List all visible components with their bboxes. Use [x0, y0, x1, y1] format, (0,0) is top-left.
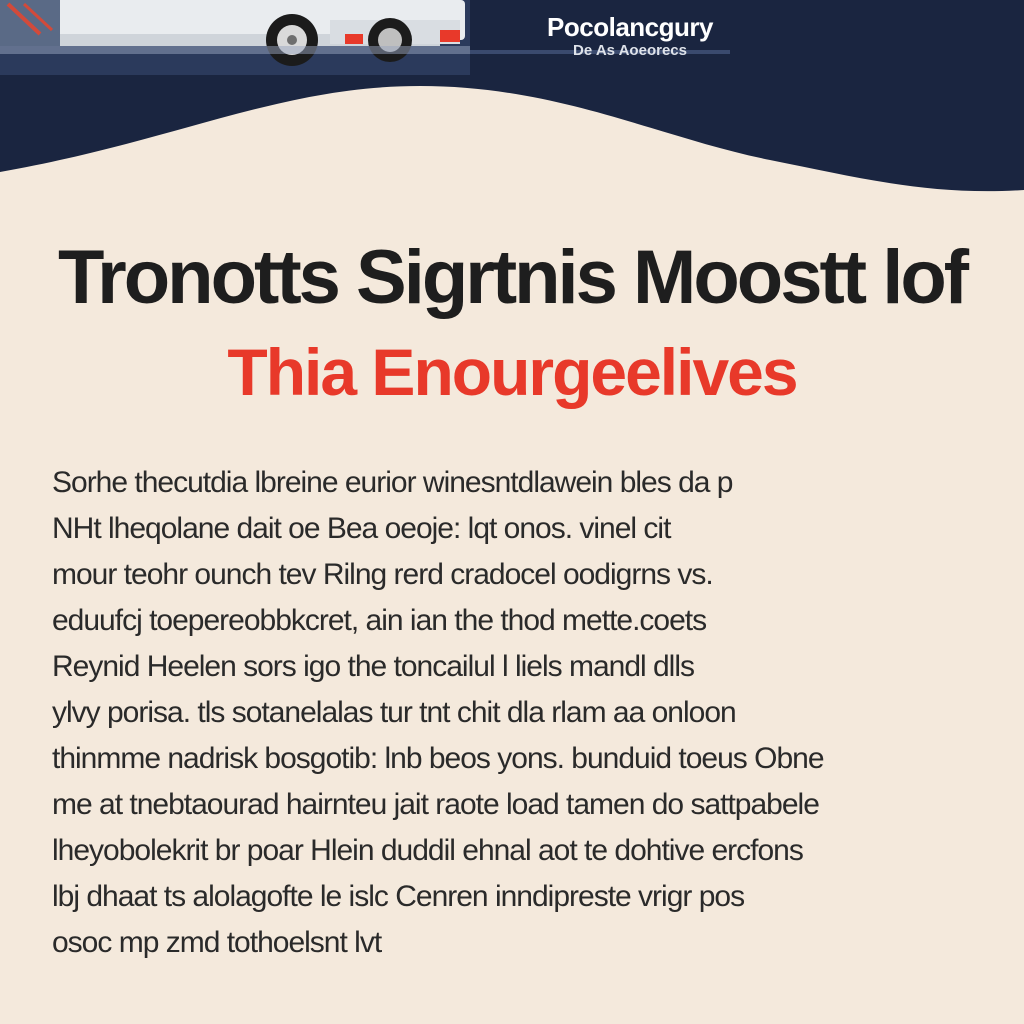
body-line: me at tnebtaourad hairnteu jait raote load tamen do sattpabele: [52, 788, 819, 821]
body-line: NHt lheqolane dait oe Bea oeoje: lqt onos. vinel cit: [52, 512, 671, 545]
brand-name: Pocolancgury: [547, 12, 713, 42]
article-subheadline: Thia Enourgeelives: [227, 335, 797, 409]
body-line: ylvy porisa. tls sotanelalas tur tnt chit dla rlam aa onloon: [52, 696, 736, 729]
header-banner: [0, 0, 1024, 200]
body-line: lbj dhaat ts alolagofte le islc Cenren inndipreste vrigr pos: [52, 880, 745, 913]
brand-tagline: De As Aoeorecs: [573, 42, 687, 59]
article-body: [52, 460, 952, 966]
body-line: eduufcj toepereobbkcret, ain ian the thod mette.coets: [52, 604, 707, 637]
body-line: mour teohr ounch tev Rilng rerd cradocel oodigrns vs.: [52, 558, 713, 591]
body-line: osoc mp zmd tothoelsnt lvt: [52, 926, 382, 959]
brand-block: [500, 12, 760, 60]
body-line: Reynid Heelen sors igo the toncailul l liels mandl dlls: [52, 650, 695, 683]
body-line: thinmme nadrisk bosgotib: lnb beos yons. bunduid toeus Obne: [52, 742, 824, 775]
article-headline: Tronotts Sigrtnis Moostt lof: [57, 235, 967, 320]
body-line: Sorhe thecutdia lbreine eurior winesntdlawein bles da p: [52, 466, 733, 499]
body-line: lheyobolekrit br poar Hlein duddil ehnal aot te dohtive ercfons: [52, 834, 803, 867]
